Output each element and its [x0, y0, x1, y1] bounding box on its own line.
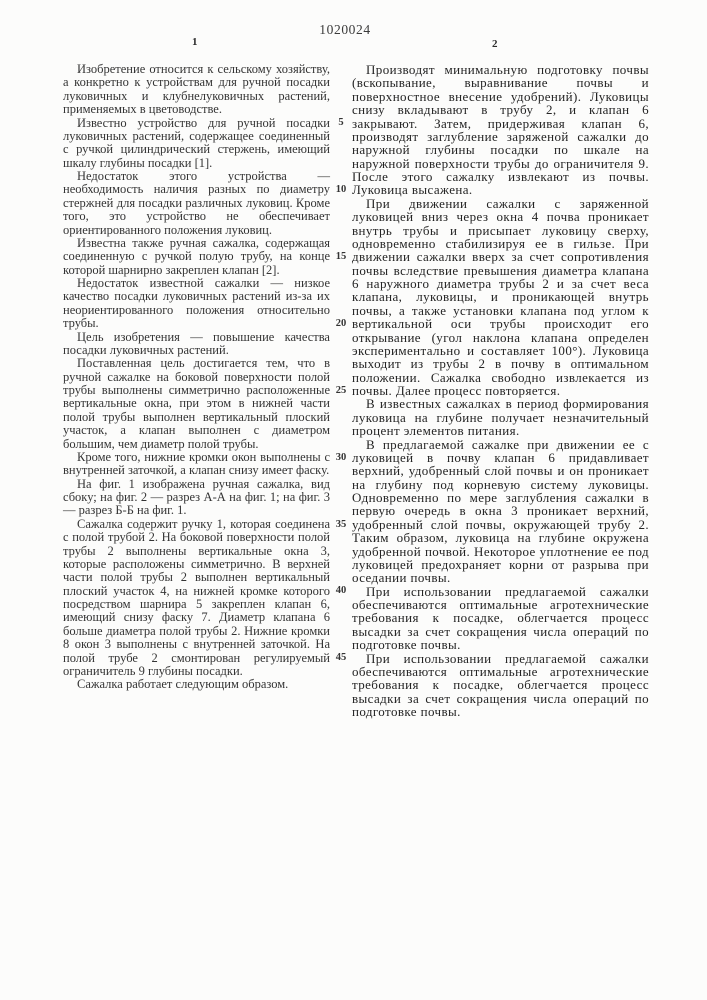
- gutter-line-number: 10: [335, 184, 347, 196]
- right-text-column: [352, 63, 649, 718]
- gutter-line-number: 15: [335, 251, 347, 263]
- paragraph: Производят минимальную подготовку почвы (вскопывание, выравнивание почвы и поверхностное внесение удобрений). Луковицы снизу вкладывают в трубу 2, и клапан 6 закрывают. Затем, придерживая клапан 6, производят заглубление заряженой сажалки до наружной глубины посадки по шкале на наружной поверхности трубы до ограничителя 9. После этого сажалку извлекают из почвы. Луковица высажена.: [352, 62, 649, 198]
- paragraph: Сажалка работает следующим образом.: [77, 677, 289, 692]
- left-text-column: [63, 63, 330, 692]
- paragraph: Известно устройство для ручной посадки луковичных растений, содержащее соединенный с ручкой цилиндрический стержень, имеющий шкалу глубины посадки [1].: [63, 115, 330, 170]
- paragraph: На фиг. 1 изображена ручная сажалка, вид сбоку; на фиг. 2 — разрез А-А на фиг. 1; на фиг. 3 — разрез Б-Б на фиг. 1.: [63, 476, 330, 518]
- gutter-line-number: 30: [335, 451, 347, 463]
- gutter-line-number: 25: [335, 384, 347, 396]
- paragraph: Поставленная цель достигается тем, что в ручной сажалке на боковой поверхности полой трубы выполнены симметрично расположенные вертикальные окна, при этом в нижней части полой трубы выполнен вертикальный плоский участок, а клапан выполнен с диаметром большим, чем диаметр полой трубы.: [63, 356, 330, 451]
- paragraph: Сажалка содержит ручку 1, которая соединена с полой трубой 2. На боковой поверхности полой трубы 2 выполнены вертикальные окна 3, которые расположены симметрично. В верхней части полой трубы 2 выполнен вертикальный плоский участок 4, на нижней кромке которого посредством шарнира 5 закреплен клапан 6, имеющий снизу фаску 7. Диаметр клапана 6 больше диаметра полой трубы 2. Нижние кромки 8 окон 3 выполнены с внутренней заточкой. На полой трубе 2 смонтирован регулируемый ограничитель 9 глубины посадки.: [63, 516, 330, 678]
- paragraph: При использовании предлагаемой сажалки обеспечиваются оптимальные агротехнические требования к посадке, облегчается процесс высадки за счет сокращения числа операций по подготовке почвы.: [352, 650, 649, 719]
- gutter-line-number: 5: [338, 117, 344, 129]
- left-column-number: 1: [192, 36, 198, 48]
- paragraph: Недостаток этого устройства — необходимость наличия разных по диаметру стержней для посадки различных луковиц. Кроме того, это устройство не обеспечивает ориентированного положения луковиц.: [63, 169, 330, 237]
- paragraph: При движении сажалки с заряженной луковицей вниз через окна 4 почва проникает внутрь трубы и присыпает луковицу сверху, одновременно стабилизируя ее в гильзе. При движении сажалки вверх за счет сопротивления почвы вследствие превышения диаметра клапана 6 наружного диаметра трубы 2 и за счет веса клапана, луковицы, и проникающей внутрь почвы, а также установки клапана под углом к вертикальной оси трубы происходит его открывание (угол наклона клапана определен экспериментально и составляет 100°). Луковица выходит из трубы 2 в почву в оптимальном положении. Сажалка свободно извлекается из почвы. Далее процесс повторяется.: [352, 195, 649, 398]
- gutter-line-number: 40: [335, 585, 347, 597]
- paragraph: В известных сажалках в период формирования луковица на глубине получает незначительный процент элементов питания.: [352, 396, 649, 439]
- paragraph: При использовании предлагаемой сажалки обеспечиваются оптимальные агротехнические требования к посадке, облегчается процесс высадки за счет сокращения числа операций по подготовке почвы.: [352, 583, 649, 653]
- paragraph: Изобретение относится к сельскому хозяйству, а конкретно к устройствам для ручной посадки луковичных и клубнелуковичных растений, применяемых в цветоводстве.: [63, 62, 330, 117]
- paragraph: Недостаток известной сажалки — низкое качество посадки луковичных растений из-за их неориентированного положения относительно трубы.: [63, 276, 330, 331]
- gutter-line-number: 20: [335, 318, 347, 330]
- gutter-line-number: 35: [335, 518, 347, 530]
- paragraph: В предлагаемой сажалке при движении ее с луковицей в почву клапан 6 придавливает верхний, удобренный слой почвы и он проникает на глубину под корневую систему луковицы. Одновременно по мере заглубления сажалки в первую очередь в окна 3 проникает верхний, удобренный слой почвы, окружающей трубу 2. Таким образом, луковица на глубине окружена удобренной почвой. Некоторое уплотнение ее под луковицей предохраняет корни от разрыва при оседании почвы.: [352, 436, 649, 586]
- right-column-number: 2: [492, 38, 498, 50]
- paragraph: Цель изобретения — повышение качества посадки луковичных растений.: [63, 329, 330, 357]
- paragraph: Кроме того, нижние кромки окон выполнены с внутренней заточкой, а клапан снизу имеет фаску.: [63, 449, 330, 478]
- gutter-line-number: 45: [335, 652, 347, 664]
- patent-number: 1020024: [319, 22, 371, 37]
- paragraph: Известна также ручная сажалка, содержащая соединенную с ручкой полую трубу, на конце которой шарнирно закреплен клапан [2].: [63, 235, 330, 277]
- line-number-gutter: [330, 0, 352, 1000]
